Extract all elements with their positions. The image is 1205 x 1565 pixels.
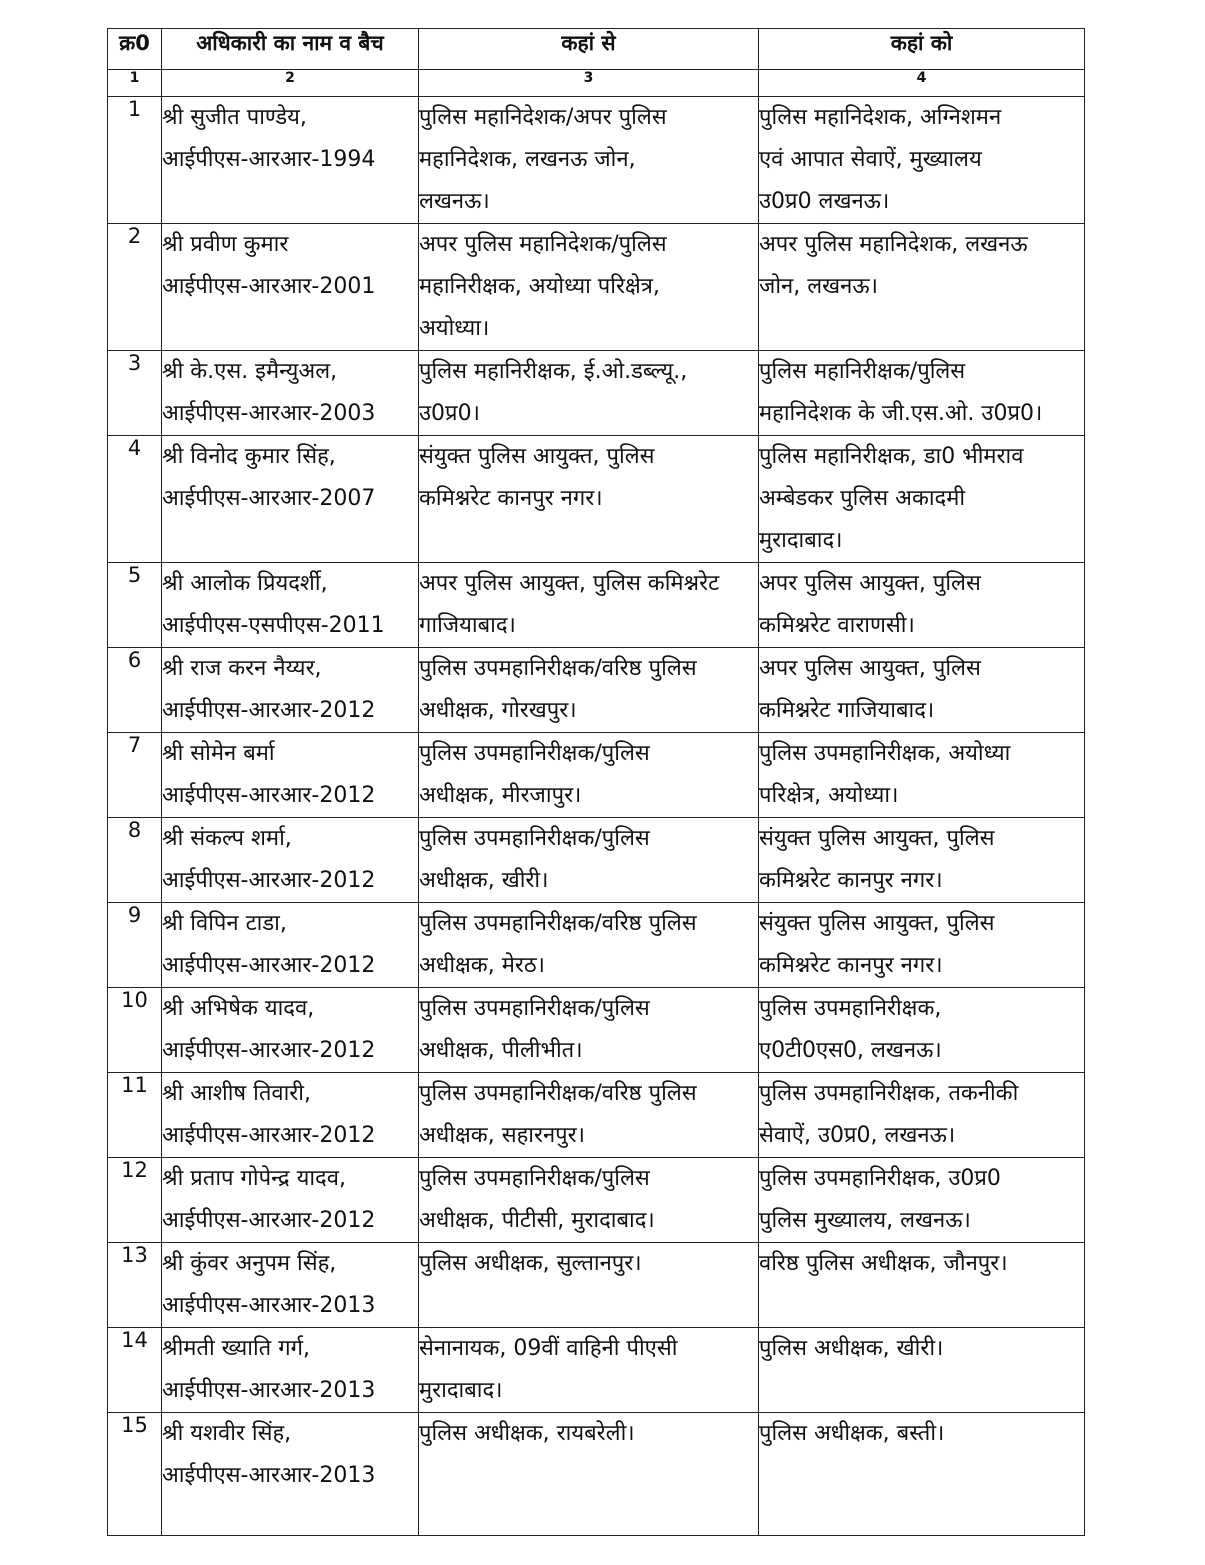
serial-number: 8 — [108, 818, 162, 903]
officer-cell — [162, 563, 419, 648]
from-line: पुलिस उपमहानिरीक्षक/वरिष्ठ पुलिस — [419, 911, 697, 936]
officer-batch: आईपीएस-आरआर-2001 — [162, 274, 376, 299]
from-line: महानिदेशक, लखनऊ जोन, — [419, 147, 636, 172]
officer-cell — [162, 733, 419, 818]
officer-cell — [162, 1243, 419, 1328]
serial-number: 7 — [108, 733, 162, 818]
to-line: पुलिस महानिरीक्षक, डा0 भीमराव — [759, 444, 1024, 469]
from-cell — [419, 436, 759, 563]
officer-cell — [162, 224, 419, 351]
from-line: लखनऊ। — [419, 189, 490, 214]
from-cell — [419, 1243, 759, 1328]
to-line: पुलिस अधीक्षक, खीरी। — [759, 1336, 944, 1361]
officer-name: श्री प्रताप गोपेन्द्र यादव, — [162, 1166, 346, 1191]
to-line: संयुक्त पुलिस आयुक्त, पुलिस — [759, 911, 995, 936]
to-line: कमिश्नरेट कानपुर नगर। — [759, 953, 943, 978]
to-line: पुलिस उपमहानिरीक्षक, अयोध्या — [759, 741, 1011, 766]
table-row — [108, 563, 1085, 648]
to-cell — [759, 436, 1085, 563]
column-number: 2 — [162, 70, 419, 97]
from-cell — [419, 818, 759, 903]
serial-number: 6 — [108, 648, 162, 733]
serial-number: 3 — [108, 351, 162, 436]
to-line: वरिष्ठ पुलिस अधीक्षक, जौनपुर। — [759, 1251, 1008, 1276]
to-line: पुलिस उपमहानिरीक्षक, तकनीकी — [759, 1081, 1019, 1106]
officer-name: श्री कुंवर अनुपम सिंह, — [162, 1251, 337, 1276]
to-cell — [759, 648, 1085, 733]
to-cell — [759, 224, 1085, 351]
to-cell — [759, 351, 1085, 436]
table-row — [108, 436, 1085, 563]
from-line: अधीक्षक, पीटीसी, मुरादाबाद। — [419, 1208, 655, 1233]
officer-batch: आईपीएस-आरआर-2013 — [162, 1463, 376, 1488]
from-line: पुलिस महानिरीक्षक, ई.ओ.डब्ल्यू., — [419, 359, 688, 384]
from-cell — [419, 1073, 759, 1158]
to-line: कमिश्नरेट कानपुर नगर। — [759, 868, 943, 893]
from-line: अधीक्षक, गोरखपुर। — [419, 698, 577, 723]
from-line: पुलिस अधीक्षक, रायबरेली। — [419, 1421, 635, 1446]
from-cell — [419, 733, 759, 818]
from-line: मुरादाबाद। — [419, 1378, 503, 1403]
serial-number: 5 — [108, 563, 162, 648]
from-line: कमिश्नरेट कानपुर नगर। — [419, 486, 603, 511]
officer-cell — [162, 1073, 419, 1158]
officer-batch: आईपीएस-आरआर-2003 — [162, 401, 376, 426]
officer-cell — [162, 818, 419, 903]
from-cell — [419, 648, 759, 733]
to-cell — [759, 733, 1085, 818]
to-line: उ0प्र0 लखनऊ। — [759, 189, 890, 214]
officer-name: श्री आशीष तिवारी, — [162, 1081, 311, 1106]
to-line: परिक्षेत्र, अयोध्या। — [759, 783, 899, 808]
from-line: गाजियाबाद। — [419, 613, 516, 638]
to-line: पुलिस उपमहानिरीक्षक, — [759, 996, 942, 1021]
table-row — [108, 1328, 1085, 1413]
from-line: उ0प्र0। — [419, 401, 480, 426]
to-line: पुलिस उपमहानिरीक्षक, उ0प्र0 — [759, 1166, 1001, 1191]
to-cell — [759, 903, 1085, 988]
to-cell — [759, 1328, 1085, 1413]
from-line: अधीक्षक, मीरजापुर। — [419, 783, 582, 808]
to-line: अपर पुलिस आयुक्त, पुलिस — [759, 571, 981, 596]
officer-cell — [162, 903, 419, 988]
to-cell — [759, 1073, 1085, 1158]
from-line: अपर पुलिस आयुक्त, पुलिस कमिश्नरेट — [419, 571, 720, 596]
to-cell — [759, 1243, 1085, 1328]
officer-name: श्री अभिषेक यादव, — [162, 996, 315, 1021]
officer-batch: आईपीएस-आरआर-2012 — [162, 953, 376, 978]
officer-name: श्री के.एस. इमैन्युअल, — [162, 359, 338, 384]
officer-cell — [162, 97, 419, 224]
officer-name: श्री आलोक प्रियदर्शी, — [162, 571, 328, 596]
from-line: अधीक्षक, मेरठ। — [419, 953, 545, 978]
serial-number: 12 — [108, 1158, 162, 1243]
to-line: पुलिस मुख्यालय, लखनऊ। — [759, 1208, 971, 1233]
officer-batch: आईपीएस-आरआर-2012 — [162, 698, 376, 723]
serial-number: 14 — [108, 1328, 162, 1413]
officer-batch: आईपीएस-आरआर-2013 — [162, 1378, 376, 1403]
from-line: पुलिस उपमहानिरीक्षक/वरिष्ठ पुलिस — [419, 1081, 697, 1106]
to-line: एवं आपात सेवाऐं, मुख्यालय — [759, 147, 982, 172]
officer-batch: आईपीएस-आरआर-2012 — [162, 868, 376, 893]
table-row — [108, 1073, 1085, 1158]
from-line: अधीक्षक, पीलीभीत। — [419, 1038, 583, 1063]
serial-number: 13 — [108, 1243, 162, 1328]
header-name-batch: अधिकारी का नाम व बैच — [162, 29, 419, 70]
officer-name: श्री प्रवीण कुमार — [162, 232, 289, 257]
from-line: संयुक्त पुलिस आयुक्त, पुलिस — [419, 444, 655, 469]
table-row — [108, 97, 1085, 224]
officer-cell — [162, 988, 419, 1073]
to-cell — [759, 1413, 1085, 1536]
officer-name: श्री विपिन टाडा, — [162, 911, 287, 936]
table-row — [108, 988, 1085, 1073]
to-line: संयुक्त पुलिस आयुक्त, पुलिस — [759, 826, 995, 851]
table-row — [108, 648, 1085, 733]
from-cell — [419, 903, 759, 988]
column-number: 1 — [108, 70, 162, 97]
from-cell — [419, 1158, 759, 1243]
officer-cell — [162, 351, 419, 436]
from-line: पुलिस उपमहानिरीक्षक/वरिष्ठ पुलिस — [419, 656, 697, 681]
officer-name: श्री यशवीर सिंह, — [162, 1421, 292, 1446]
to-cell — [759, 988, 1085, 1073]
header-from: कहां से — [419, 29, 759, 70]
serial-number: 1 — [108, 97, 162, 224]
from-line: अपर पुलिस महानिदेशक/पुलिस — [419, 232, 667, 257]
from-line: पुलिस उपमहानिरीक्षक/पुलिस — [419, 826, 650, 851]
officer-cell — [162, 1413, 419, 1536]
column-number: 4 — [759, 70, 1085, 97]
to-line: कमिश्नरेट वाराणसी। — [759, 613, 915, 638]
from-line: पुलिस उपमहानिरीक्षक/पुलिस — [419, 1166, 650, 1191]
to-line: महानिदेशक के जी.एस.ओ. उ0प्र0। — [759, 401, 1043, 426]
transfer-table — [107, 28, 1085, 1536]
officer-name: श्री विनोद कुमार सिंह, — [162, 444, 336, 469]
table-row — [108, 733, 1085, 818]
from-line: पुलिस उपमहानिरीक्षक/पुलिस — [419, 996, 650, 1021]
serial-number: 4 — [108, 436, 162, 563]
to-line: ए0टी0एस0, लखनऊ। — [759, 1038, 942, 1063]
from-cell — [419, 351, 759, 436]
from-cell — [419, 988, 759, 1073]
from-cell — [419, 224, 759, 351]
table-row — [108, 351, 1085, 436]
to-cell — [759, 818, 1085, 903]
serial-number: 2 — [108, 224, 162, 351]
officer-name: श्रीमती ख्याति गर्ग, — [162, 1336, 310, 1361]
to-line: पुलिस अधीक्षक, बस्ती। — [759, 1421, 945, 1446]
serial-number: 11 — [108, 1073, 162, 1158]
column-number-row — [108, 70, 1085, 97]
table-row — [108, 1158, 1085, 1243]
officer-batch: आईपीएस-आरआर-2007 — [162, 486, 376, 511]
officer-cell — [162, 1328, 419, 1413]
header-row — [108, 29, 1085, 70]
officer-cell — [162, 648, 419, 733]
serial-number: 15 — [108, 1413, 162, 1536]
header-serial: क्र0 — [108, 29, 162, 70]
from-line: सेनानायक, 09वीं वाहिनी पीएसी — [419, 1336, 678, 1361]
to-line: अपर पुलिस महानिदेशक, लखनऊ — [759, 232, 1028, 257]
officer-batch: आईपीएस-आरआर-2013 — [162, 1293, 376, 1318]
header-to: कहां को — [759, 29, 1085, 70]
serial-number: 10 — [108, 988, 162, 1073]
officer-batch: आईपीएस-आरआर-2012 — [162, 783, 376, 808]
from-line: अधीक्षक, खीरी। — [419, 868, 549, 893]
from-cell — [419, 1413, 759, 1536]
to-cell — [759, 97, 1085, 224]
from-cell — [419, 1328, 759, 1413]
to-line: मुरादाबाद। — [759, 528, 843, 553]
to-line: सेवाऐं, उ0प्र0, लखनऊ। — [759, 1123, 956, 1148]
to-line: पुलिस महानिरीक्षक/पुलिस — [759, 359, 966, 384]
from-line: पुलिस उपमहानिरीक्षक/पुलिस — [419, 741, 650, 766]
officer-batch: आईपीएस-आरआर-2012 — [162, 1208, 376, 1233]
transfer-document — [107, 28, 1084, 1536]
officer-name: श्री सोमेन बर्मा — [162, 741, 275, 766]
officer-cell — [162, 1158, 419, 1243]
from-cell — [419, 563, 759, 648]
to-line: जोन, लखनऊ। — [759, 274, 878, 299]
table-row — [108, 903, 1085, 988]
to-line: पुलिस महानिदेशक, अग्निशमन — [759, 105, 1002, 130]
serial-number: 9 — [108, 903, 162, 988]
officer-batch: आईपीएस-आरआर-2012 — [162, 1038, 376, 1063]
to-line: अपर पुलिस आयुक्त, पुलिस — [759, 656, 981, 681]
officer-name: श्री सुजीत पाण्डेय, — [162, 105, 307, 130]
officer-name: श्री संकल्प शर्मा, — [162, 826, 292, 851]
table-row — [108, 1413, 1085, 1536]
officer-batch: आईपीएस-आरआर-1994 — [162, 147, 376, 172]
from-line: महानिरीक्षक, अयोध्या परिक्षेत्र, — [419, 274, 660, 299]
to-line: कमिश्नरेट गाजियाबाद। — [759, 698, 935, 723]
from-cell — [419, 97, 759, 224]
officer-batch: आईपीएस-एसपीएस-2011 — [162, 613, 385, 638]
column-number: 3 — [419, 70, 759, 97]
to-cell — [759, 1158, 1085, 1243]
from-line: अयोध्या। — [419, 316, 490, 341]
table-row — [108, 818, 1085, 903]
to-cell — [759, 563, 1085, 648]
from-line: पुलिस महानिदेशक/अपर पुलिस — [419, 105, 667, 130]
from-line: पुलिस अधीक्षक, सुल्तानपुर। — [419, 1251, 642, 1276]
officer-batch: आईपीएस-आरआर-2012 — [162, 1123, 376, 1148]
officer-cell — [162, 436, 419, 563]
officer-name: श्री राज करन नैय्यर, — [162, 656, 322, 681]
from-line: अधीक्षक, सहारनपुर। — [419, 1123, 585, 1148]
to-line: अम्बेडकर पुलिस अकादमी — [759, 486, 966, 511]
table-row — [108, 1243, 1085, 1328]
table-row — [108, 224, 1085, 351]
